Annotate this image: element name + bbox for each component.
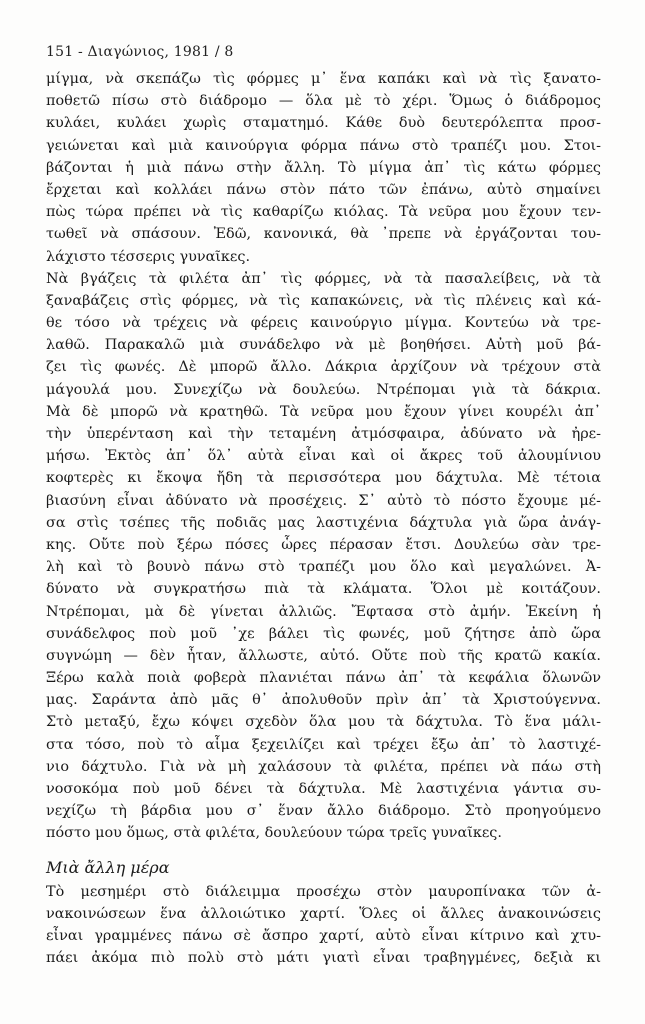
text-line: τωθεῖ νὰ σπάσουν. Ἐδῶ, κανονικά, θὰ ᾿πρεπε νὰ ἐργάζονται του- [46, 226, 601, 243]
text-line: γειώνεται καὶ μιὰ καινούργια φόρμα πάνω στὸ τραπέζι μου. Στοι- [46, 137, 601, 154]
text-line: πάει ἀκόμα πιὸ πολὺ στὸ μάτι γιατὶ εἶναι τραβηγμένες, δεξιὰ κι [46, 950, 601, 967]
text-line: πὼς τώρα πρέπει νὰ τὶς καθαρίζω κιόλας. Τὰ νεῦρα μου ἔχουν τεν- [46, 204, 601, 221]
text-line: Στὸ μεταξύ, ἔχω κόψει σχεδὸν ὅλα μου τὰ δάχτυλα. Τὸ ἕνα μάλι- [46, 714, 601, 731]
section-paragraph [46, 881, 601, 970]
text-line: στα τόσο, ποὺ τὸ αἷμα ξεχειλίζει καὶ τρέχει ἔξω ἀπ᾿ τὸ λαστιχέ- [46, 736, 601, 753]
text-line: Νὰ βγάζεις τὰ φιλέτα ἀπ᾿ τὶς φόρμες, νὰ τὰ πασαλείβεις, νὰ τὰ [46, 270, 601, 287]
text-line: Τὸ μεσημέρι στὸ διάλειμμα προσέχω στὸν μαυροπίνακα τῶν ἀ- [46, 883, 601, 900]
text-line: κης. Οὔτε ποὺ ξέρω πόσες ὧρες πέρασαν ἔτσι. Δουλεύω σὰν τρε- [46, 536, 601, 553]
text-line: Ξέρω καλὰ ποιὰ φοβερὰ πλανιέται πάνω ἀπ᾿ τὰ κεφάλια ὅλωνῶν [46, 670, 601, 687]
text-line: βάζονται ἡ μιὰ πάνω στὴν ἄλλη. Τὸ μίγμα ἀπ᾿ τὶς κάτω φόρμες [46, 159, 601, 176]
text-line: συγνώμη — δὲν ἦταν, ἄλλωστε, αὐτό. Οὔτε ποὺ τῆς κρατῶ κακία. [46, 647, 601, 664]
text-line: λάχιστο τέσσερις γυναῖκες. [46, 248, 251, 265]
text-line: νιο δάχτυλο. Γιὰ νὰ μὴ χαλάσουν τὰ φιλέτα, πρέπει νὰ πάω στὴ [46, 758, 601, 775]
text-line: λὴ καὶ τὸ βουνὸ πάνω στὸ τραπέζι μου ὅλο καὶ μεγαλώνει. Ἀ- [46, 559, 601, 576]
body-text [46, 68, 601, 969]
text-line: εἶναι γραμμένες πάνω σὲ ἄσπρο χαρτί, αὐτὸ εἶναι κίτρινο καὶ χτυ- [46, 927, 601, 944]
text-line: σα στὶς τσέπες τῆς ποδιᾶς μας λαστιχένια δάχτυλα γιὰ ὥρα ἀνάγ- [46, 514, 601, 531]
paragraph-2 [46, 268, 601, 845]
paragraph-1 [46, 68, 601, 268]
text-line: μας. Σαράντα ἀπὸ μᾶς θ᾿ ἀπολυθοῦν πρὶν ἀπ᾿ τὰ Χριστούγεννα. [46, 692, 601, 709]
text-line: μίγμα, νὰ σκεπάζω τὶς φόρμες μ᾿ ἕνα καπάκι καὶ νὰ τὶς ξανατο- [46, 71, 601, 87]
text-line: δύνατο νὰ συγκρατήσω πιὰ τὰ κλάματα. Ὅλοι μὲ κοιτάζουν. [46, 581, 601, 598]
text-line: κυλάει, κυλάει χωρὶς σταματημό. Κάθε δυὸ δευτερόλεπτα προσ- [46, 115, 601, 132]
text-line: κοφτερὲς κι ἔκοψα ἤδη τὰ περισσότερα μου δάχτυλα. Μὲ τέτοια [46, 470, 601, 487]
text-line: Ντρέπομαι, μὰ δὲ γίνεται ἀλλιῶς. Ἔφτασα στὸ ἀμήν. Ἐκείνη ἡ [46, 603, 601, 620]
text-line: λαθῶ. Παρακαλῶ μιὰ συνάδελφο νὰ μὲ βοηθήσει. Αὐτὴ μοῦ βά- [46, 337, 601, 354]
text-line: ξαναβάζεις στὶς φόρμες, νὰ τὶς καπακώνεις, νὰ τὶς πλένεις καὶ κά- [46, 292, 601, 309]
text-line: Μὰ δὲ μπορῶ νὰ κρατηθῶ. Τὰ νεῦρα μου ἔχουν γίνει κουρέλι ἀπ᾿ [46, 403, 601, 420]
text-line: βιασύνη εἶναι ἀδύνατο νὰ προσέχεις. Σ᾿ αὐτὸ τὸ πόστο ἔχουμε μέ- [46, 492, 601, 509]
text-line: πόστο μου ὅμως, στὰ φιλέτα, δουλεύουν τώρα τρεῖς γυναῖκες. [46, 825, 502, 842]
text-line: θε τόσο νὰ τρέχεις νὰ φέρεις καινούργιο μίγμα. Κοντεύω νὰ τρε- [46, 315, 601, 332]
running-head: 151 - Διαγώνιος, 1981 / 8 [46, 44, 234, 60]
text-line: ἔρχεται καὶ κολλάει πάνω στὸν πάτο τῶν ἐπάνω, αὐτὸ σημαίνει [46, 181, 601, 198]
text-line: συνάδελφος ποὺ μοῦ ᾿χε βάλει τὶς φωνές, μοῦ ζήτησε ἀπὸ ὥρα [46, 625, 601, 642]
text-line: νεχίζω τὴ βάρδια μου σ᾿ ἕναν ἄλλο διάδρομο. Στὸ προηγούμενο [46, 803, 601, 820]
text-line: τὴν ὑπερένταση καὶ τὴν τεταμένη ἀτμόσφαιρα, ἀδύνατο νὰ ἠρε- [46, 426, 601, 442]
text-line: ποθετῶ πίσω στὸ διάδρομο — ὅλα μὲ τὸ χέρι. Ὅμως ὁ διάδρομος [46, 93, 601, 110]
section-heading: Μιὰ ἄλλη μέρα [46, 857, 170, 877]
text-line: νακοινώσεων ἕνα ἀλλοιώτικο χαρτί. Ὅλες οἱ ἄλλες ἀνακοινώσεις [46, 905, 601, 922]
text-line: μήσω. Ἐκτὸς ἀπ᾿ ὅλ᾿ αὐτὰ εἶναι καὶ οἱ ἄκρες τοῦ ἀλουμίνιου [46, 448, 601, 465]
text-line: ζει τὶς φωνές. Δὲ μπορῶ ἄλλο. Δάκρια ἀρχίζουν νὰ τρέχουν στὰ [46, 359, 601, 376]
text-line: μάγουλά μου. Συνεχίζω νὰ δουλεύω. Ντρέπομαι γιὰ τὰ δάκρια. [46, 381, 601, 398]
text-line: νοσοκόμα ποὺ μοῦ δένει τὰ δάχτυλα. Μὲ λαστιχένια γάντια συ- [46, 781, 601, 797]
